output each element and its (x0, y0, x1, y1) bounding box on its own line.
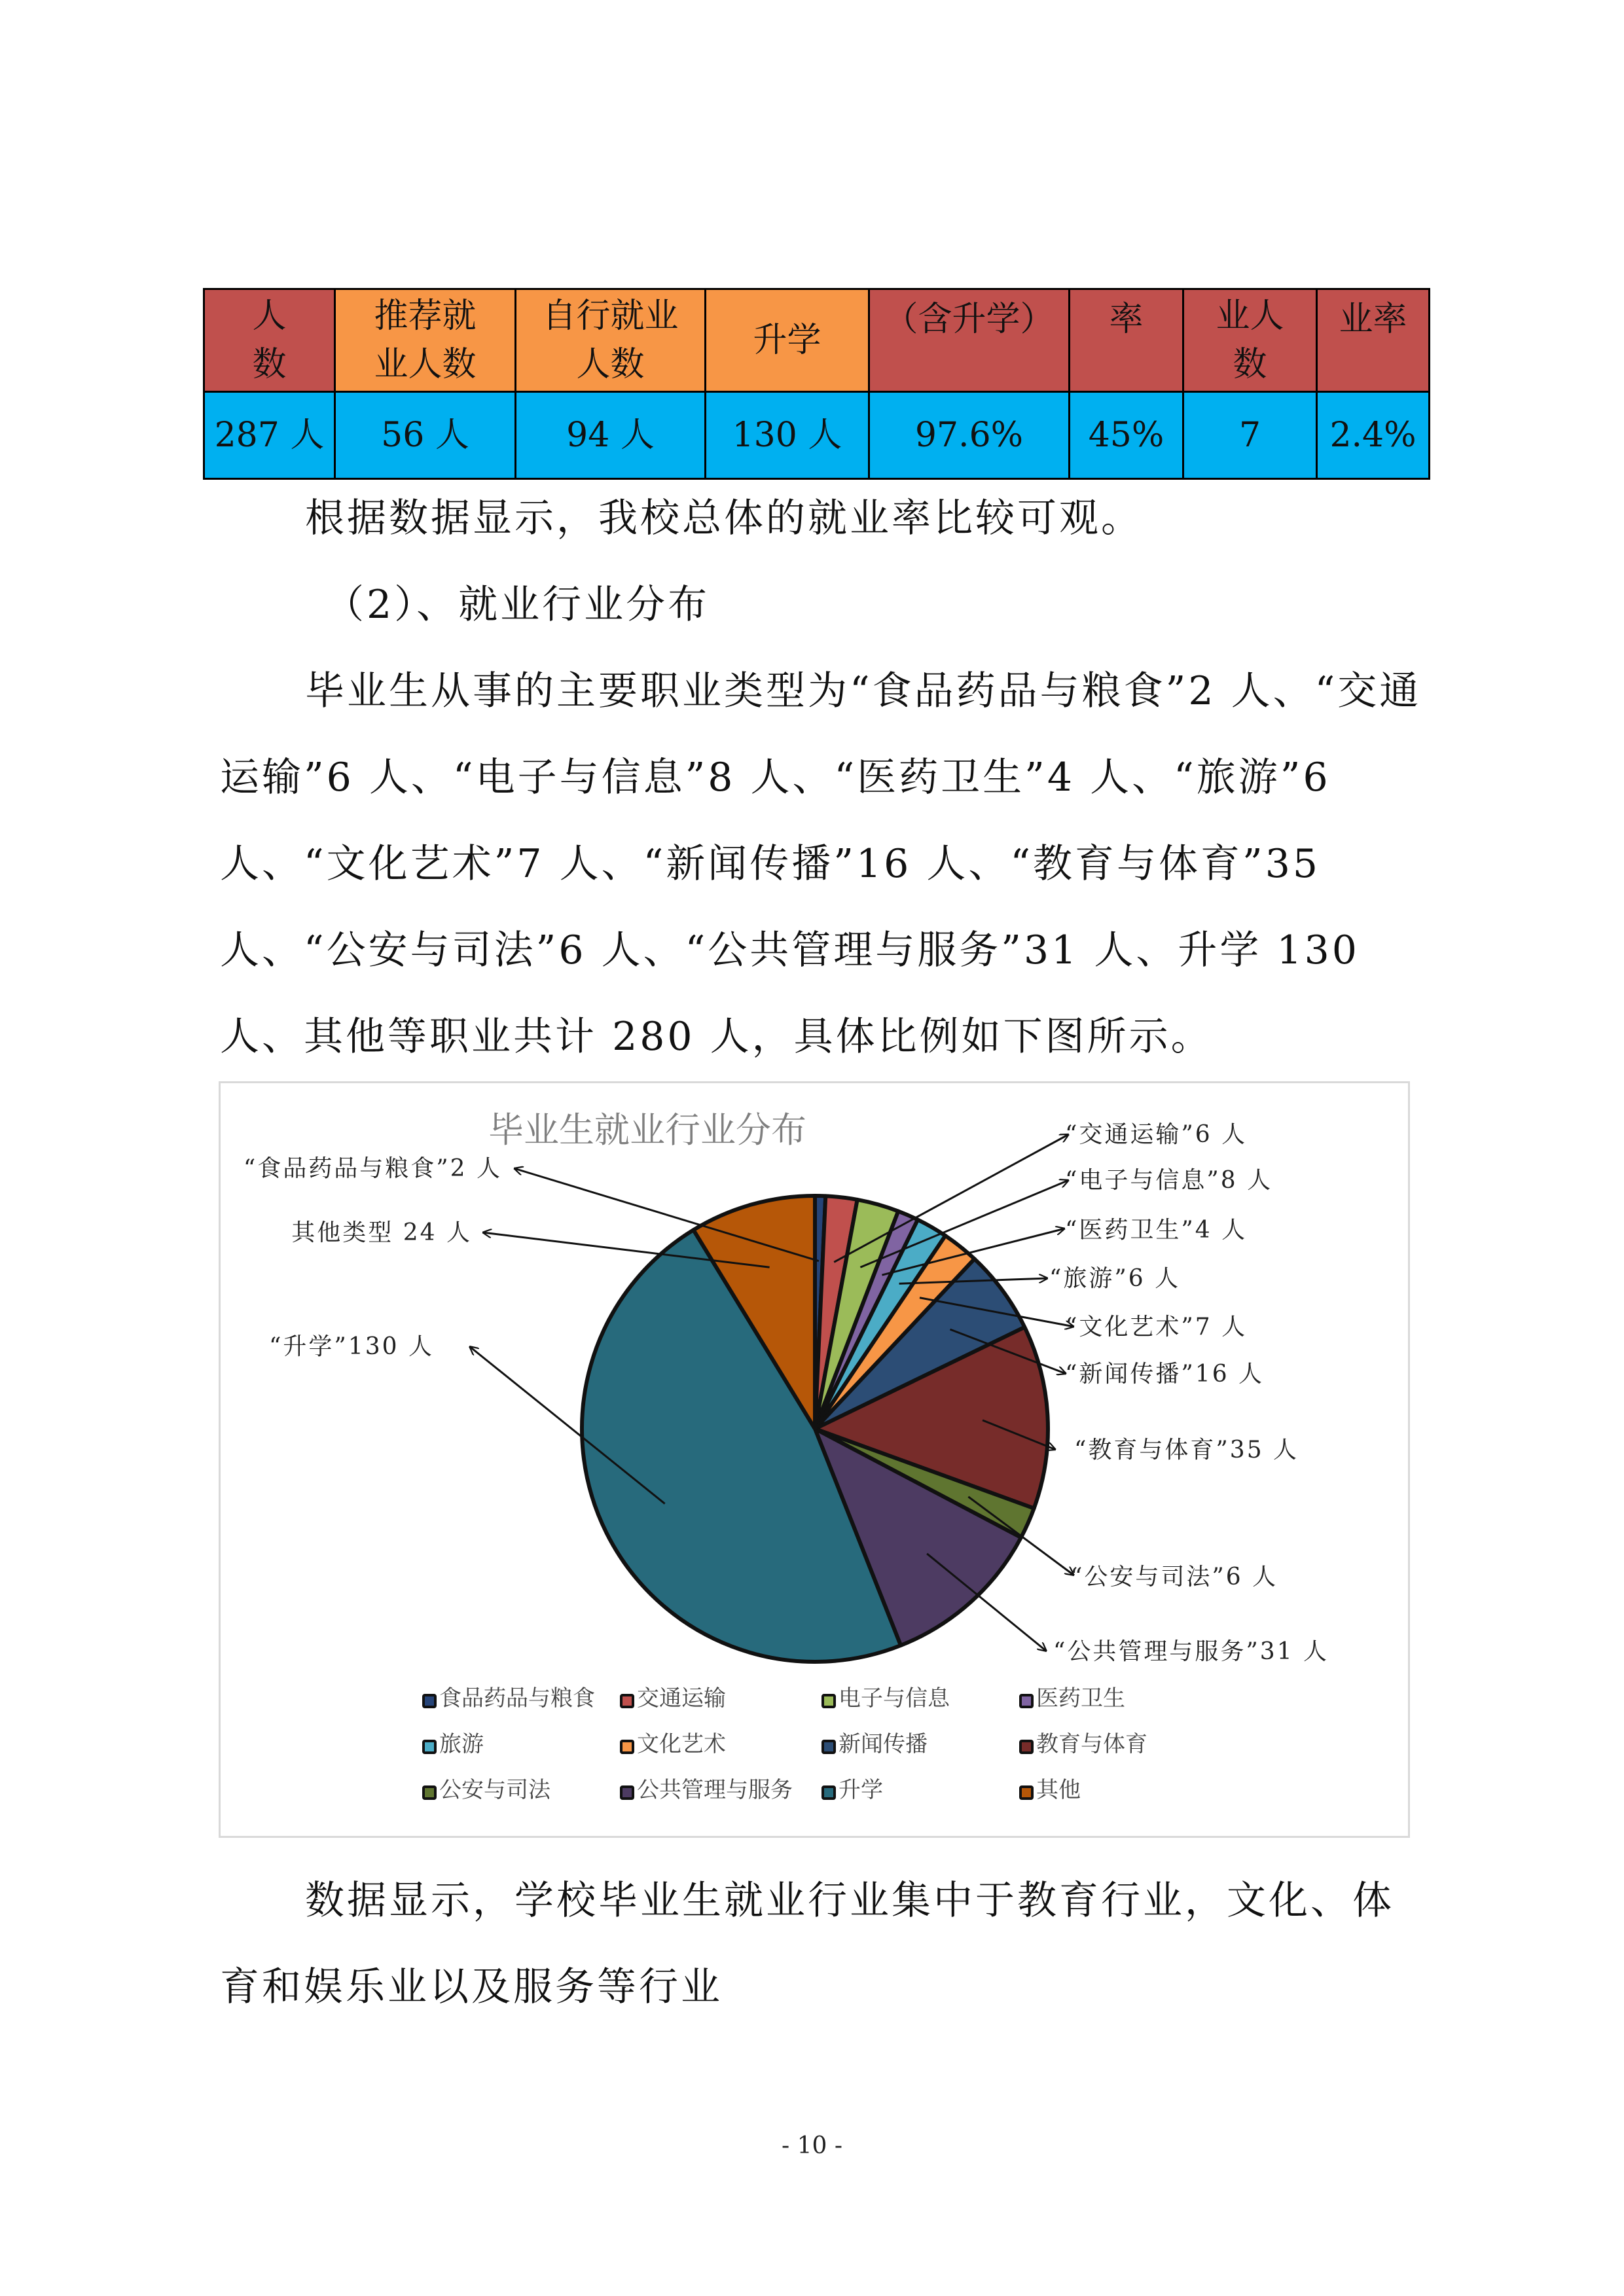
legend-swatch (1019, 1785, 1034, 1800)
legend-item (821, 1731, 928, 1757)
employment-stats-table (203, 288, 1430, 480)
legend-label: 文化艺术 (637, 1731, 726, 1757)
legend-item (620, 1685, 726, 1712)
header-cell: 升学 (706, 289, 869, 392)
legend-swatch (821, 1694, 836, 1708)
legend-label: 其他 (1036, 1777, 1081, 1803)
legend-item (620, 1731, 726, 1757)
legend-label: 教育与体育 (1036, 1731, 1147, 1757)
slice-label: “交通运输”6 人 (1065, 1121, 1248, 1148)
legend-item (620, 1777, 793, 1803)
legend-label: 电子与信息 (839, 1685, 950, 1712)
value-cell: 2.4% (1317, 392, 1430, 479)
value-cell: 56 人 (335, 392, 516, 479)
section-heading: （2）、就业行业分布 (325, 582, 710, 628)
legend-swatch (620, 1740, 634, 1754)
table-values-row (204, 392, 1430, 479)
slice-label: “医药卫生”4 人 (1065, 1217, 1248, 1244)
value-cell: 97.6% (869, 392, 1070, 479)
header-cell: 推荐就 业人数 (335, 289, 516, 392)
pie-chart-svg (221, 1083, 1408, 1836)
legend-swatch (1019, 1694, 1034, 1708)
value-cell: 94 人 (516, 392, 706, 479)
legend-label: 医药卫生 (1036, 1685, 1125, 1712)
legend-swatch (422, 1785, 437, 1800)
legend-swatch (620, 1785, 634, 1800)
slice-label: “升学”130 人 (269, 1333, 434, 1360)
legend-item (1019, 1731, 1147, 1757)
legend-item (422, 1777, 550, 1803)
legend-swatch (1019, 1740, 1034, 1754)
legend-label: 升学 (839, 1777, 883, 1803)
header-cell: （含升学） (869, 289, 1070, 392)
table-header-row (204, 289, 1430, 392)
header-cell: 业人 数 (1183, 289, 1317, 392)
slice-label: “公共管理与服务”31 人 (1053, 1638, 1329, 1665)
slice-label: “新闻传播”16 人 (1065, 1361, 1265, 1388)
legend-label: 食品药品与粮食 (439, 1685, 595, 1712)
legend-item (821, 1685, 950, 1712)
pie-chart (219, 1081, 1410, 1838)
paragraph-conclusion: 数据显示，学校毕业生就业行业集中于教育行业，文化、体育和娱乐业以及服务等行业 (220, 1878, 1394, 2010)
legend-swatch (821, 1785, 836, 1800)
slice-label: “电子与信息”8 人 (1065, 1167, 1273, 1194)
paragraph-industry: 毕业生从事的主要职业类型为“食品药品与粮食”2 人、“交通运输”6 人、“电子与信息”8 人、“医药卫生”4 人、“旅游”6 人、“文化艺术”7 人、“新闻传播”16 人、“教育与体育”35 人、“公安与司法”6 人、“公共管理与服务”31 人、升学 130 人、其他等职业共计 280 人，具体比例如下图所示。 (220, 668, 1422, 1060)
header-cell: 人 数 (204, 289, 335, 392)
value-cell: 7 (1183, 392, 1317, 479)
page-number: - 10 - (781, 2132, 843, 2159)
legend-item (422, 1731, 484, 1757)
legend-label: 公共管理与服务 (637, 1777, 793, 1803)
legend-swatch (422, 1740, 437, 1754)
chart-title: 毕业生就业行业分布 (488, 1109, 806, 1151)
header-cell: 自行就业 人数 (516, 289, 706, 392)
legend-swatch (620, 1694, 634, 1708)
legend-label: 旅游 (439, 1731, 484, 1757)
slice-label: “食品药品与粮食”2 人 (243, 1155, 502, 1182)
slice-label: 其他类型 24 人 (291, 1219, 472, 1246)
legend-swatch (422, 1694, 437, 1708)
legend-label: 交通运输 (637, 1685, 726, 1712)
header-cell: 业率 (1317, 289, 1430, 392)
legend-item (422, 1685, 595, 1712)
legend-item (821, 1777, 883, 1803)
header-cell: 率 (1070, 289, 1183, 392)
value-cell: 287 人 (204, 392, 335, 479)
slice-label: “公安与司法”6 人 (1070, 1564, 1278, 1590)
slice-label: “旅游”6 人 (1049, 1265, 1181, 1292)
slice-label: “教育与体育”35 人 (1074, 1437, 1299, 1463)
legend-item (1019, 1685, 1125, 1712)
value-cell: 45% (1070, 392, 1183, 479)
paragraph-summary: 根据数据显示，我校总体的就业率比较可观。 (305, 495, 1143, 541)
legend-swatch (821, 1740, 836, 1754)
legend-label: 新闻传播 (839, 1731, 928, 1757)
slice-label: “文化艺术”7 人 (1065, 1314, 1248, 1340)
legend-label: 公安与司法 (439, 1777, 550, 1803)
legend-item (1019, 1777, 1081, 1803)
value-cell: 130 人 (706, 392, 869, 479)
